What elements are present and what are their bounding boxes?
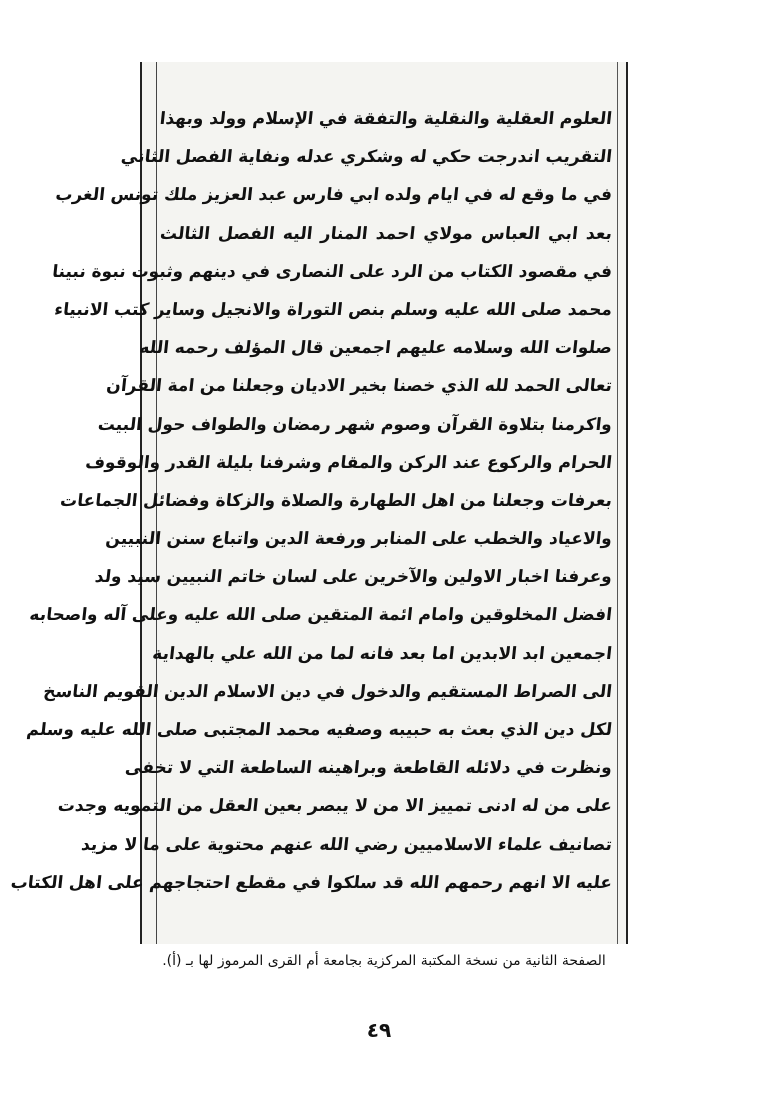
manuscript-line: التقريب اندرجت حكي له وشكري عدله ونفاية الفصل الثاني [119, 147, 614, 168]
manuscript-line: وعرفنا اخبار الاولين والآخرين على لسان خاتم النبيين سيد ولد [93, 567, 614, 588]
manuscript-line: على من له ادنى تمييز الا من لا يبصر بعين العقل من التمويه وجدت [56, 796, 614, 817]
manuscript-line: عليه الا انهم رحمهم الله قد سلكوا في مقطع احتجاجهم على اهل الكتاب [9, 872, 614, 893]
figure-caption: الصفحة الثانية من نسخة المكتبة المركزية بجامعة أم القرى المرموز لها بـ (أ). [162, 953, 606, 969]
manuscript-line: الحرام والركوع عند الركن والمقام وشرفنا بليلة القدر والوقوف [84, 452, 614, 473]
manuscript-line: واكرمنا بتلاوة القرآن وصوم شهر رمضان والطواف حول البيت [96, 414, 614, 435]
manuscript-line: في ما وقع له في ايام ولده ابي فارس عبد العزيز ملك تونس الغرب [54, 185, 614, 206]
manuscript-line: ونظرت في دلائله القاطعة وبراهينه الساطعة التي لا تخفى [124, 758, 614, 779]
manuscript-line: الى الصراط المستقيم والدخول في دين الاسلام الدين القويم الناسخ [42, 681, 614, 702]
manuscript-line: صلوات الله وسلامه عليهم اجمعين قال المؤلف رحمه الله [138, 338, 614, 359]
manuscript-line: لكل دين الذي بعث به حبيبه وصفيه محمد المجتبى صلى الله عليه وسلم [25, 720, 614, 740]
manuscript-line: بعد ابي العباس مولاي احمد المنار اليه الفصل الثالث [158, 223, 614, 244]
manuscript-line: العلوم العقلية والنقلية والتفقة في الإسلام وولد وبهذا [158, 109, 614, 129]
page-number: ٤٩ [366, 1018, 392, 1042]
manuscript-line: محمد صلى الله عليه وسلم بنص التوراة والانجيل وساير كتب الانبياء [53, 299, 614, 320]
manuscript-line: اجمعين ابد الابدين اما بعد فانه لما من الله علي بالهداية [151, 643, 614, 664]
manuscript-line: بعرفات وجعلنا من اهل الطهارة والصلاة والزكاة وفضائل الجماعات [59, 490, 614, 511]
manuscript-page-image [9, 62, 628, 944]
manuscript-line: في مقصود الكتاب من الرد على النصارى في دينهم وثبوت نبوة نبينا [51, 261, 614, 282]
manuscript-line: افضل المخلوقين وامام ائمة المتقين صلى الله عليه وعلى آله واصحابه [28, 605, 614, 626]
manuscript-line: تصانيف علماء الاسلاميين رضي الله عنهم محتوية على ما لا مزيد [80, 834, 614, 855]
manuscript-line: والاعياد والخطب على المنابر ورفعة الدين واتباع سنن النبيين [104, 529, 614, 550]
manuscript-text-block [9, 100, 614, 902]
manuscript-line: تعالى الحمد لله الذي خصنا بخير الاديان وجعلنا من امة القرآن [105, 376, 614, 397]
